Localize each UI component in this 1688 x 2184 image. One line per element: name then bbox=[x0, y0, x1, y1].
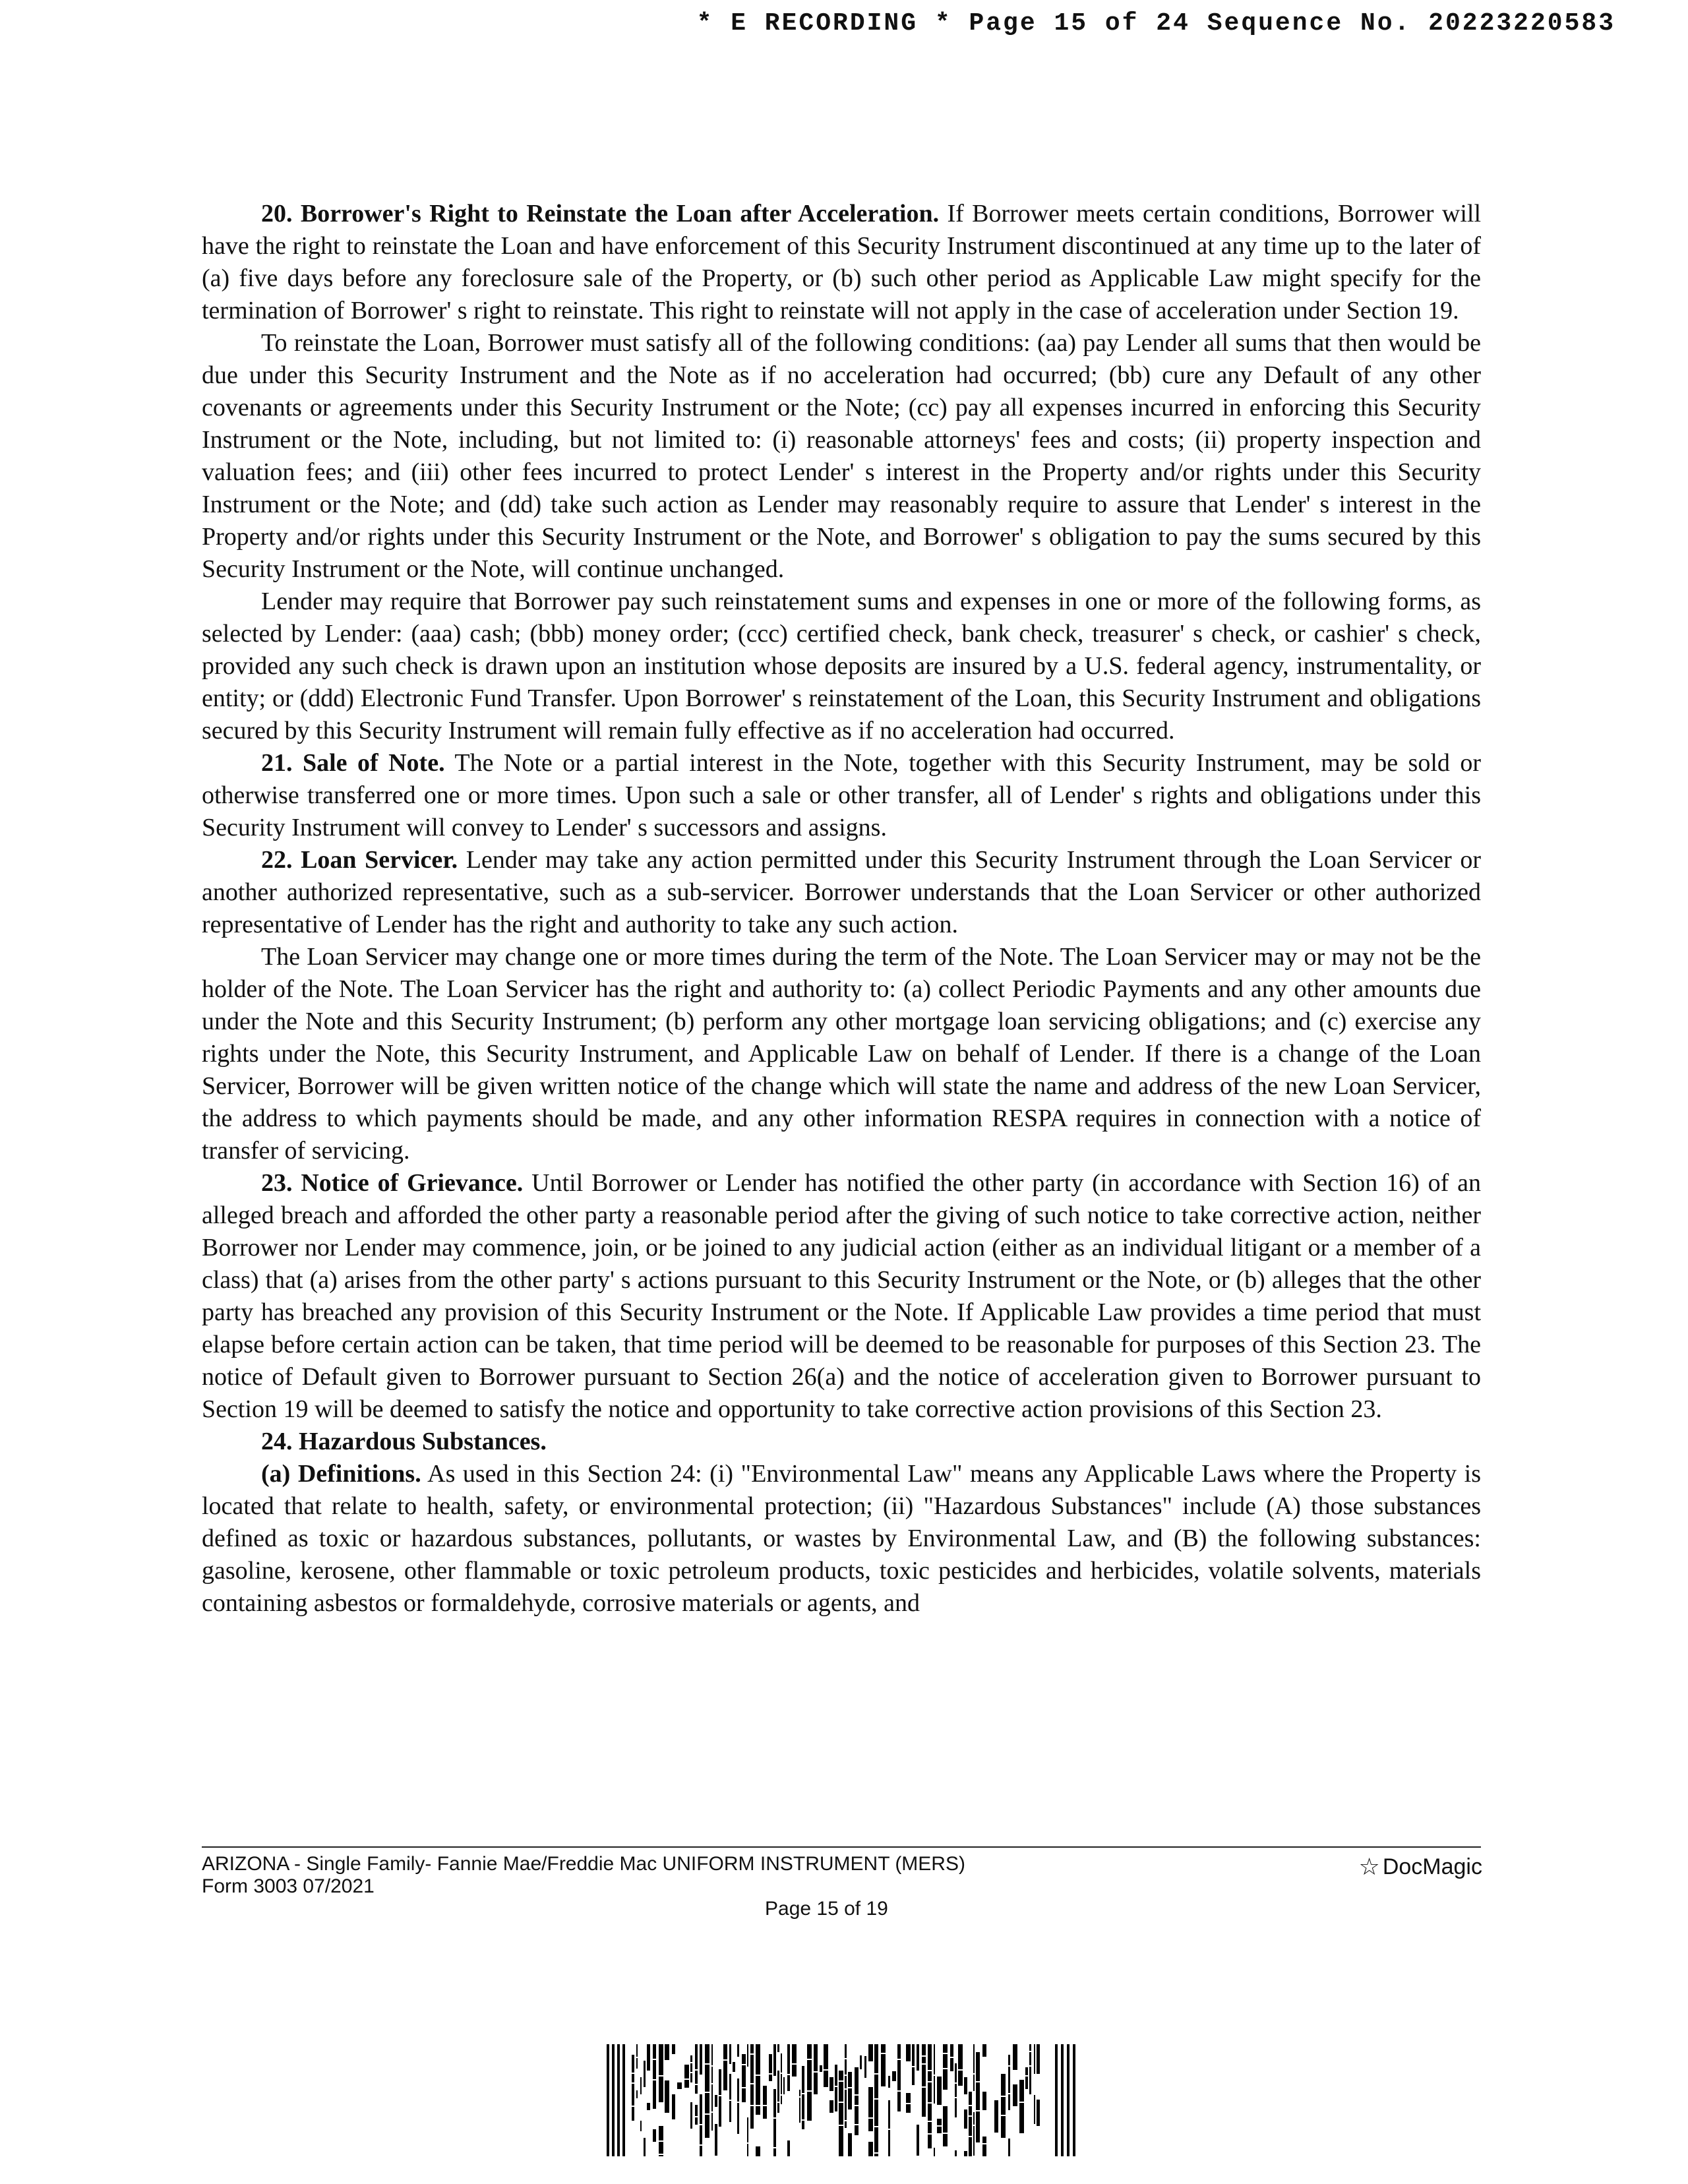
barcode-bar bbox=[1029, 2052, 1031, 2065]
barcode-bar bbox=[922, 2065, 926, 2086]
section-number: 23. bbox=[261, 1169, 293, 1197]
barcode-bar bbox=[777, 2103, 779, 2113]
barcode-bar bbox=[705, 2115, 709, 2138]
barcode-bar bbox=[950, 2044, 953, 2057]
barcode-bar bbox=[773, 2148, 776, 2156]
barcode-bar bbox=[622, 2044, 625, 2156]
section-23 bbox=[202, 1167, 1481, 1426]
barcode-bar bbox=[659, 2077, 663, 2102]
barcode-bar bbox=[690, 2063, 692, 2072]
barcode-bar bbox=[888, 2130, 890, 2156]
barcode-bar bbox=[868, 2119, 873, 2131]
barcode-bar bbox=[845, 2044, 847, 2058]
section-text: As used in this Section 24: (i) "Environmental Law" means any Applicable Laws where the Property is located that relate to health, safety, or environmental protection; (ii) "Hazardous Substances" include (A) those substances defined as toxic or hazardous substances, pollutants, or wastes by Environmental Law, and (B) the following substances: gasoline, kerosene, other flammable or toxic petroleum products, toxic pesticides and herbicides, volatile solvents, materials containing asbestos or formaldehyde, corrosive materials or agents, and bbox=[202, 1460, 1481, 1617]
barcode-bar bbox=[1025, 2067, 1028, 2075]
barcode-bar bbox=[943, 2106, 948, 2133]
barcode-bar bbox=[632, 2055, 634, 2073]
barcode-bar bbox=[897, 2060, 901, 2090]
barcode-bar bbox=[943, 2134, 948, 2146]
barcode-bar bbox=[711, 2067, 713, 2083]
barcode-bar bbox=[695, 2085, 698, 2094]
barcode-bar bbox=[950, 2058, 953, 2071]
star-icon: ☆ bbox=[1358, 1853, 1380, 1880]
barcode-bar bbox=[807, 2060, 812, 2090]
section-text: Until Borrower or Lender has notified the other party (in accordance with Section 16) of an alleged breach and afforded the other party a reasonable period after the giving of such notice to take corrective action, neither Borrower nor Lender may commence, join, or be joined to any judicial action (either as an individual litigant or a member of a class) that (a) arises from the other party' s actions pursuant to this Security Instrument or the Note, or (b) alleges that the other party has breached any provision of this Security Instrument or the Note. If Applicable Law provides a time period that must elapse before certain action can be taken, that time period will be deemed to be reasonable for purposes of this Section 23. The notice of Default given to Borrower pursuant to Section 26(a) and the notice of acceleration given to Borrower pursuant to Section 19 will be deemed to satisfy the notice and opportunity to take corrective action provisions of this Section 23. bbox=[202, 1169, 1481, 1423]
barcode-bar bbox=[1008, 2055, 1010, 2065]
barcode-bar bbox=[756, 2106, 760, 2115]
barcode-bar bbox=[1001, 2097, 1006, 2115]
barcode-bar bbox=[976, 2082, 980, 2110]
barcode-bar bbox=[756, 2044, 760, 2075]
barcode-bar bbox=[848, 2088, 852, 2109]
barcode-bar bbox=[1013, 2084, 1017, 2106]
barcode-bar bbox=[912, 2067, 915, 2085]
barcode-bar bbox=[943, 2069, 948, 2090]
barcode-bar bbox=[814, 2073, 818, 2094]
barcode-bar bbox=[1008, 2067, 1010, 2093]
barcode-bar bbox=[964, 2151, 967, 2156]
barcode-bar bbox=[807, 2044, 812, 2059]
barcode-bar bbox=[763, 2086, 767, 2105]
section-heading: Borrower's Right to Reinstate the Loan after Acceleration. bbox=[300, 200, 940, 228]
section-number: 24. bbox=[261, 1428, 293, 1455]
footer-form-info bbox=[202, 1853, 965, 1898]
brand-name: DocMagic bbox=[1382, 1854, 1482, 1879]
barcode-bar bbox=[690, 2102, 692, 2129]
section-number: 22. bbox=[261, 846, 293, 874]
barcode-bar bbox=[1025, 2077, 1028, 2089]
barcode-bar bbox=[1034, 2095, 1035, 2124]
barcode-bar bbox=[958, 2071, 963, 2086]
barcode-bar bbox=[829, 2077, 833, 2091]
barcode-bar bbox=[636, 2044, 638, 2057]
barcode-bar bbox=[742, 2065, 746, 2087]
barcode-bar bbox=[964, 2109, 967, 2129]
barcode-bar bbox=[934, 2044, 935, 2075]
barcode-bar bbox=[1019, 2080, 1024, 2102]
barcode-bar bbox=[733, 2062, 735, 2072]
barcode-bar bbox=[835, 2065, 837, 2086]
barcode-bar bbox=[787, 2075, 790, 2091]
barcode-bar bbox=[695, 2117, 698, 2125]
barcode-bar bbox=[1008, 2094, 1010, 2110]
section-heading: Hazardous Substances. bbox=[299, 1428, 547, 1455]
section-text: If Borrower meets certain conditions, Borrower will have the right to reinstate the Loan and have enforcement of this Security Instrument discontinued at any time up to the later of (a) five days before any foreclosure sale of the Property, or (b) such other period as Applicable Law might specify for the termination of Borrower' s right to reinstate. This right to reinstate will not apply in the case of acceleration under Section 19. bbox=[202, 200, 1481, 324]
barcode-bar bbox=[982, 2144, 986, 2156]
barcode-bar bbox=[906, 2044, 911, 2061]
barcode-bar bbox=[874, 2154, 878, 2156]
barcode-bar bbox=[881, 2044, 886, 2053]
barcode-bar bbox=[684, 2080, 689, 2088]
barcode-bar bbox=[897, 2092, 901, 2111]
barcode-bar bbox=[1001, 2074, 1006, 2096]
barcode-bar bbox=[824, 2071, 828, 2087]
barcode-bar bbox=[799, 2098, 800, 2123]
barcode-bar bbox=[636, 2090, 638, 2098]
barcode-bar bbox=[897, 2044, 901, 2059]
barcode-bar bbox=[653, 2044, 656, 2059]
barcode-bar bbox=[1055, 2044, 1058, 2156]
barcode-bar bbox=[937, 2077, 942, 2105]
barcode-bar bbox=[845, 2076, 847, 2088]
barcode-bar bbox=[860, 2055, 862, 2069]
barcode-bar bbox=[839, 2082, 843, 2102]
barcode-bar bbox=[969, 2117, 972, 2136]
barcode-bar bbox=[787, 2044, 790, 2074]
barcode-bar bbox=[1073, 2044, 1075, 2156]
barcode-bar bbox=[982, 2092, 986, 2110]
barcode-bar bbox=[695, 2071, 698, 2084]
barcode-bar bbox=[824, 2044, 828, 2069]
barcode-bar bbox=[973, 2112, 975, 2125]
barcode-bar bbox=[705, 2044, 709, 2063]
barcode-bar bbox=[906, 2104, 911, 2113]
footer-divider bbox=[202, 1846, 1481, 1848]
barcode-bar bbox=[973, 2075, 975, 2091]
barcode-bar bbox=[955, 2150, 957, 2156]
barcode-bar bbox=[917, 2044, 919, 2071]
barcode-bar bbox=[874, 2044, 878, 2073]
barcode-bar bbox=[665, 2044, 669, 2060]
barcode-bar bbox=[695, 2105, 698, 2116]
barcode-bar bbox=[922, 2057, 926, 2063]
barcode-bar bbox=[644, 2138, 646, 2156]
barcode-bar bbox=[976, 2111, 980, 2142]
barcode-bar bbox=[769, 2054, 772, 2073]
barcode-bar bbox=[928, 2104, 932, 2121]
barcode-bar bbox=[1019, 2103, 1024, 2133]
barcode-bar bbox=[672, 2094, 675, 2119]
barcode-bar bbox=[937, 2119, 942, 2125]
barcode-bar bbox=[955, 2098, 957, 2117]
barcode-bar bbox=[647, 2044, 650, 2071]
barcode-bar bbox=[750, 2084, 754, 2105]
barcode-bar bbox=[612, 2044, 615, 2156]
barcode-bar bbox=[845, 2121, 847, 2128]
barcode-bar bbox=[928, 2135, 932, 2148]
section-20-paragraph-2: To reinstate the Loan, Borrower must satisfy all of the following conditions: (aa) pay Lender all sums that then would be due under this Security Instrument and the Note as if no acceleration had occurred; (bb) cure any Default of any other covenants or agreements under this Security Instrument or the Note; (cc) pay all expenses incurred in enforcing this Security Instrument or the Note, including, but not limited to: (i) reasonable attorneys' fees and costs; (ii) property inspection and valuation fees; and (iii) other fees incurred to protect Lender' s interest in the Property and/or rights under this Security Instrument or the Note; and (dd) take such action as Lender may reasonably require to assure that Lender' s interest in the Property and/or rights under this Security Instrument or the Note, and Borrower' s obligation to pay the sums secured by this Security Instrument or the Note, will continue unchanged. bbox=[202, 329, 1481, 583]
barcode-bar bbox=[659, 2044, 663, 2075]
barcode-bar bbox=[845, 2090, 847, 2120]
barcode-bar bbox=[906, 2093, 911, 2103]
barcode-bar bbox=[943, 2054, 948, 2068]
barcode-bar bbox=[750, 2044, 754, 2053]
barcode-bar bbox=[700, 2125, 702, 2144]
section-heading: Loan Servicer. bbox=[301, 846, 458, 874]
barcode-bar bbox=[659, 2155, 663, 2156]
barcode-bar bbox=[1029, 2067, 1031, 2094]
barcode-bar bbox=[1037, 2100, 1040, 2126]
barcode-bar bbox=[781, 2053, 782, 2073]
barcode-bar bbox=[750, 2106, 754, 2129]
barcode-bar bbox=[868, 2142, 873, 2156]
barcode-bar bbox=[763, 2106, 767, 2119]
section-heading: Sale of Note. bbox=[302, 749, 445, 777]
barcode-bar bbox=[653, 2129, 656, 2142]
barcode-bar bbox=[1001, 2116, 1006, 2138]
barcode-bar bbox=[690, 2073, 692, 2082]
barcode-bar bbox=[928, 2044, 932, 2070]
section-text: The Note or a partial interest in the Note, together with this Security Instrument, may be sold or otherwise transferred one or more times. Upon such a sale or other transfer, all of Lender' s rights and obligations under this Security Instrument will convey to Lender' s successors and assigns. bbox=[202, 749, 1481, 841]
barcode-bar bbox=[792, 2044, 797, 2063]
barcode-bar bbox=[700, 2094, 702, 2124]
barcode-bar bbox=[958, 2044, 963, 2069]
section-22 bbox=[202, 844, 1481, 941]
document-body bbox=[202, 198, 1481, 1620]
barcode-bar bbox=[705, 2093, 709, 2113]
barcode-bar bbox=[729, 2101, 731, 2122]
barcode-bar bbox=[820, 2065, 822, 2072]
barcode-bar bbox=[750, 2055, 754, 2083]
barcode-bar bbox=[1013, 2044, 1017, 2070]
barcode-bar bbox=[729, 2074, 731, 2100]
barcode-bar bbox=[799, 2090, 800, 2096]
barcode-bar bbox=[835, 2087, 837, 2111]
barcode-bar bbox=[723, 2061, 727, 2090]
barcode-bar bbox=[607, 2044, 609, 2156]
section-24 bbox=[202, 1426, 1481, 1458]
barcode-bar bbox=[769, 2075, 772, 2081]
barcode-bar bbox=[888, 2076, 890, 2088]
barcode-bar bbox=[781, 2074, 782, 2094]
barcode-bar bbox=[969, 2137, 972, 2156]
barcode-bar bbox=[644, 2061, 646, 2087]
barcode-bar bbox=[719, 2096, 721, 2127]
barcode-bar bbox=[848, 2133, 852, 2156]
barcode-bar bbox=[756, 2076, 760, 2105]
barcode-bar bbox=[659, 2126, 663, 2140]
barcode-bar bbox=[690, 2055, 692, 2062]
section-20 bbox=[202, 198, 1481, 327]
section-heading: Notice of Grievance. bbox=[301, 1169, 524, 1197]
barcode-bar bbox=[647, 2103, 650, 2110]
barcode-bar bbox=[653, 2060, 656, 2079]
barcode-bar bbox=[777, 2044, 779, 2052]
barcode-image bbox=[607, 2044, 1081, 2156]
barcode-bar bbox=[742, 2054, 746, 2064]
page-number: Page 15 of 19 bbox=[765, 1898, 888, 1920]
barcode-bar bbox=[632, 2107, 634, 2121]
section-heading: Definitions. bbox=[297, 1460, 421, 1488]
form-number: Form 3003 07/2021 bbox=[202, 1875, 375, 1897]
barcode-bar bbox=[787, 2140, 790, 2156]
barcode-bar bbox=[1067, 2044, 1070, 2156]
barcode-bar bbox=[1037, 2044, 1040, 2074]
barcode-bar bbox=[814, 2044, 818, 2071]
barcode-bar bbox=[773, 2044, 776, 2076]
barcode-bar bbox=[917, 2125, 919, 2156]
barcode-bar bbox=[922, 2088, 926, 2117]
barcode-bar bbox=[756, 2146, 760, 2156]
barcode-bar bbox=[802, 2066, 804, 2093]
barcode-bar bbox=[874, 2127, 878, 2152]
barcode-bar bbox=[636, 2058, 638, 2069]
barcode-bar bbox=[969, 2106, 972, 2115]
barcode-bar bbox=[792, 2065, 797, 2077]
barcode-bar bbox=[868, 2087, 873, 2117]
barcode-bar bbox=[839, 2071, 843, 2080]
barcode-bar bbox=[737, 2103, 739, 2134]
barcode-bar bbox=[711, 2113, 713, 2131]
barcode-bar bbox=[773, 2089, 776, 2117]
barcode-bar bbox=[723, 2044, 727, 2059]
barcode-bar bbox=[912, 2044, 915, 2066]
recording-header: * E RECORDING * Page 15 of 24 Sequence No. 20223220583 bbox=[696, 9, 1615, 38]
barcode-bar bbox=[1008, 2138, 1010, 2156]
barcode-bar bbox=[845, 2059, 847, 2075]
section-24a bbox=[202, 1458, 1481, 1620]
barcode-bar bbox=[1034, 2044, 1035, 2074]
barcode-bar bbox=[640, 2077, 642, 2094]
barcode-bar bbox=[715, 2124, 717, 2156]
barcode-bar bbox=[874, 2100, 878, 2126]
barcode-bar bbox=[729, 2044, 731, 2064]
barcode-bar bbox=[807, 2092, 812, 2121]
barcode-bar bbox=[777, 2071, 779, 2102]
barcode-bar bbox=[855, 2096, 859, 2105]
form-title: ARIZONA - Single Family- Fannie Mae/Freddie Mac UNIFORM INSTRUMENT (MERS) bbox=[202, 1853, 965, 1875]
barcode-bar bbox=[617, 2044, 620, 2156]
barcode-bar bbox=[829, 2100, 833, 2113]
barcode-bar bbox=[684, 2065, 689, 2078]
barcode-bar bbox=[737, 2078, 739, 2102]
barcode-bar bbox=[659, 2142, 663, 2154]
barcode-bar bbox=[839, 2126, 843, 2156]
barcode-bar bbox=[802, 2121, 804, 2129]
barcode-bar bbox=[982, 2044, 986, 2057]
barcode-bar bbox=[892, 2071, 896, 2081]
barcode-bar bbox=[934, 2148, 935, 2156]
docmagic-logo bbox=[1359, 1853, 1482, 1881]
barcode-bar bbox=[855, 2067, 859, 2094]
barcode-bar bbox=[928, 2122, 932, 2133]
barcode-bar bbox=[677, 2082, 682, 2089]
barcode-bar bbox=[855, 2125, 859, 2135]
barcode-bar bbox=[747, 2117, 748, 2142]
barcode-bar bbox=[868, 2044, 873, 2061]
barcode-bar bbox=[855, 2106, 859, 2124]
section-20-paragraph-3: Lender may require that Borrower pay such reinstatement sums and expenses in one or more of the following forms, as selected by Lender: (aaa) cash; (bbb) money order; (ccc) certified check, bank check, treasurer' s check, or cashier' s check, provided any such check is drawn upon an institution whose deposits are insured by a U.S. federal agency, instrumentality, or entity; or (ddd) Electronic Fund Transfer. Upon Borrower' s reinstatement of the Loan, this Security Instrument and obligations secured by this Security Instrument will remain fully effective as if no acceleration had occurred. bbox=[202, 588, 1481, 744]
barcode-bar bbox=[719, 2069, 721, 2095]
barcode-bar bbox=[747, 2144, 748, 2156]
barcode-bar bbox=[973, 2126, 975, 2156]
barcode-bar bbox=[955, 2084, 957, 2097]
barcode-bar bbox=[839, 2103, 843, 2125]
barcode-bar bbox=[934, 2076, 935, 2104]
section-number: 21. bbox=[261, 749, 293, 777]
barcode-bar bbox=[653, 2080, 656, 2109]
barcode-bar bbox=[711, 2044, 713, 2065]
barcode-bar bbox=[672, 2044, 675, 2054]
barcode-bar bbox=[695, 2044, 698, 2069]
section-21 bbox=[202, 747, 1481, 844]
barcode-bar bbox=[943, 2044, 948, 2053]
barcode-bar bbox=[928, 2082, 932, 2102]
barcode-bar bbox=[715, 2095, 717, 2107]
barcode-bar bbox=[665, 2080, 669, 2113]
barcode-bar bbox=[864, 2056, 866, 2078]
barcode-bar bbox=[874, 2075, 878, 2098]
barcode-bar bbox=[742, 2088, 746, 2102]
barcode-bar bbox=[711, 2084, 713, 2111]
section-number: (a) bbox=[261, 1460, 291, 1488]
section-text: Lender may take any action permitted under this Security Instrument through the Loan Servicer or another authorized representative, such as a sub-servicer. Borrower understands that the Loan Servicer or other authorized representative of Lender has the right and authority to take any such action. bbox=[202, 846, 1482, 938]
barcode-bar bbox=[888, 2100, 890, 2129]
barcode-bar bbox=[881, 2054, 886, 2086]
barcode-bar bbox=[705, 2065, 709, 2092]
barcode-bar bbox=[848, 2072, 852, 2087]
barcode-bar bbox=[955, 2063, 957, 2082]
barcode-bar bbox=[747, 2044, 748, 2067]
barcode-bar bbox=[640, 2121, 642, 2131]
barcode-bar bbox=[994, 2100, 998, 2133]
barcode-bar bbox=[737, 2044, 739, 2057]
barcode-bar bbox=[783, 2077, 785, 2094]
barcode-bar bbox=[632, 2074, 634, 2082]
barcode-bar bbox=[773, 2119, 776, 2147]
barcode-bar bbox=[969, 2092, 972, 2105]
section-number: 20. bbox=[261, 200, 293, 228]
barcode-bar bbox=[973, 2044, 975, 2073]
barcode-bar bbox=[1061, 2044, 1064, 2156]
barcode-bar bbox=[781, 2096, 782, 2104]
barcode-bar bbox=[982, 2137, 986, 2143]
barcode-bar bbox=[802, 2094, 804, 2119]
barcode-bar bbox=[976, 2052, 980, 2081]
barcode-bar bbox=[937, 2127, 942, 2133]
barcode-bar bbox=[928, 2071, 932, 2081]
section-22-paragraph-2: The Loan Servicer may change one or more times during the term of the Note. The Loan Servicer may or may not be the holder of the Note. The Loan Servicer has the right and authority to: (a) collect Periodic Payments and any other amounts due under the Note and this Security Instrument; (b) perform any other mortgage loan servicing obligations; and (c) exercise any rights under the Note, this Security Instrument, and Applicable Law on behalf of Lender. If there is a change of the Loan Servicer, Borrower will be given written notice of the change which will state the name and address of the new Loan Servicer, the address to which payments should be made, and any other information RESPA requires in connection with a notice of transfer of servicing. bbox=[202, 943, 1481, 1165]
barcode-bar bbox=[632, 2084, 634, 2106]
barcode-bar bbox=[964, 2077, 967, 2094]
barcode-bar bbox=[700, 2044, 702, 2075]
barcode-bar bbox=[922, 2044, 926, 2055]
barcode-bar bbox=[1029, 2044, 1031, 2051]
barcode-bar bbox=[700, 2146, 702, 2156]
